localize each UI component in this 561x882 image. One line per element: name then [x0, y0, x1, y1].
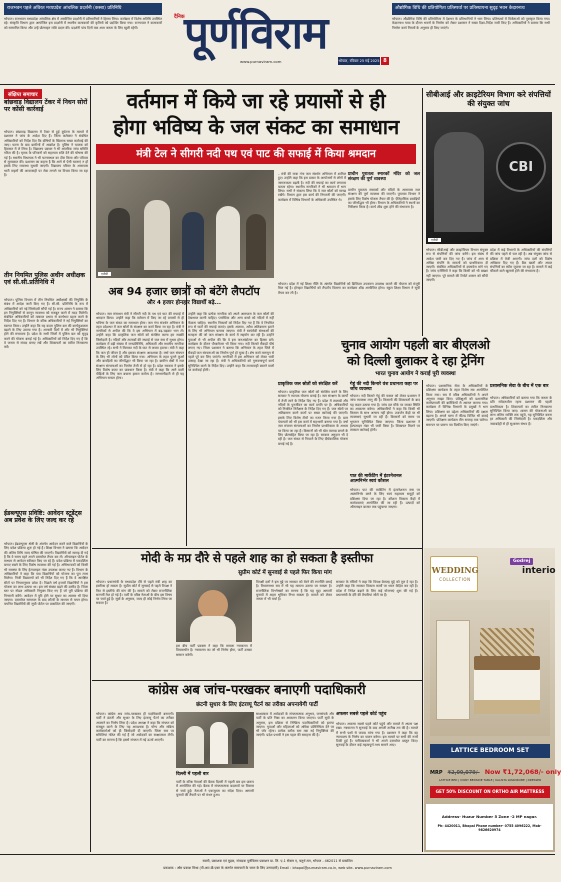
lead-headline-block — [92, 88, 420, 171]
ad-price-row — [430, 762, 561, 776]
lead-body-col-2: उन्होंने कहा कि प्रत्येक नागरिक को अपने आसपास के जल स्रोतों की देखभाल करनी चाहिए। प्लास्टिक और अन्य कचरे को नदियों में नहीं फेंकना चाहिए। स्थानीय निकायों को निर्देश दिए गए हैं कि वे नियमित रूप से घाटों की सफाई कराएं। इसके अलावा, अवैध अतिक्रमण हटाने के लिए भी अभियान चलाया जाएगा। मंत्री ने स्वयंसेवी संस्थाओं की सराहना की जो जल संरक्षण के कार्य में सहयोग कर रही हैं। उन्होंने युवाओं से भी अपील की कि वे इस जनआंदोलन का हिस्सा बनें। कार्यक्रम के दौरान पौधारोपण भी किया गया। नदी किनारे सैकड़ों पौधे लगाए गए। जिला प्रशासन ने बताया कि अभियान के तहत जिले में सैकड़ों जल संरचनाओं का निर्माण पूर्ण हो चुका है। शेष कार्य मानसून से पहले पूरे कर लिए जाएंगे। नागरिकों में इस अभियान को लेकर भारी उत्साह देखा जा रहा है। मंत्री ने अधिकारियों को गुणवत्तापूर्ण कार्य सुनिश्चित करने के निर्देश दिए। उन्होंने कहा कि लापरवाही बरतने वालों पर कार्रवाई होगी। — [188, 312, 274, 372]
congress-body-3: साक्षात्कार में आवेदकों के संगठनात्मक अनुभव, जनसंपर्क और पार्टी के प्रति निष्ठा का आकलन किया जाएगा। पार्टी सूत्रों के अनुसार, इस प्रक्रिया से निष्क्रिय पदाधिकारियों को हटाया जाएगा। युवाओं और महिलाओं को अधिक प्रतिनिधित्व देने पर भी जोर रहेगा। प्रत्येक ब्लॉक स्तर तक नई नियुक्तियां की जाएंगी। प्रदेश प्रभारी ने इस पहल की सराहना की है। — [256, 712, 334, 738]
mid-col-2: प्राचीन पुरातत्व स्मारकों और मंदिरों के आसपास जल संरक्षण की पूर्ण व्यवस्था की जाएगी। पुरातत्व विभाग ने इसके लिए विशेष योजना तैयार की है। ऐतिहासिक बावड़ियों का जीर्णोद्धार भी होगा। विभाग के अधिकारियों ने स्थलों का निरीक्षण किया है। कार्य शीघ्र शुरू होने की संभावना है। — [348, 188, 420, 210]
mid-col-3: भोपाल। प्राकृतिक जल स्रोतों को संरक्षित करने के लिए सरकार ने व्यापक योजना बनाई है। जल संरक्षण के कार्यों में तेजी लाने के निर्देश दिए गए हैं। प्रदेश में तालाबों और नदियों के पुनर्जीवन का कार्य प्रगति पर है। अधिकारियों को नियमित निरीक्षण के निर्देश दिए गए हैं। जल स्रोतों पर अतिक्रमण करने वालों पर सख्त कार्रवाई की जाएगी। इसके लिए विशेष टीमों का गठन किया गया है। ग्राम पंचायतों को भी इस कार्य में सहभागी बनाया गया है। वर्षा जल संचयन संरचनाओं का निर्माण प्राथमिकता के आधार पर किया जा रहा है। किसानों को भी खेत तालाब बनाने के लिए प्रोत्साहित किया जा रहा है। सरकार अनुदान भी दे रही है। जल संकट से निपटने के लिए दीर्घकालिक योजना बनाई गई है। — [278, 390, 349, 446]
godrej-logo: Godrej — [510, 558, 533, 565]
laptop-headline: अब 94 हजार छात्रों को बंटेंगे लैपटॉप — [108, 285, 260, 298]
congress-story — [92, 680, 422, 852]
sidebar-headline-2: तीन नियमित पुलिस अधीन अधीक्षक एवं सी.सी.प्रतिनिधि में — [4, 272, 86, 287]
left-teaser-body: भोपाल। राजभवन मध्यप्रदेश आंचलिक क्षेत्र में आयोजित प्रदर्शनी में प्रतिभागियों ने हिस्सा लिया। कार्यक्रम में विशेष अतिथि उपस्थित रहे। संस्कृति विभाग द्वारा आयोजित इस प्रदर्शनी में स्थानीय कलाकारों की कृतियों को प्रदर्शित किया गया। राज्यपाल ने कलाकारों को सम्मानित किया और उन्हें प्रोत्साहन राशि प्रदान की। प्रदर्शनी पांच दिनों तक आम जनता के लिए खुली रहेगी। — [4, 17, 163, 30]
left-teaser: राजभवन पहले अविरत मध्यप्रदेश आंचलिक प्रदर्शनी (कस्बा) प्रतिनिधि — [4, 3, 162, 15]
lead-photo-caption: एजेंसी — [98, 272, 111, 276]
congress-headline: कांग्रेस अब जांच-परखकर बनाएगी पदाधिकारी — [148, 683, 366, 698]
congress-heading-g: दिल्ली में पहली बार — [176, 772, 209, 777]
sidebar-headline-1: बांछवाड़ विद्यालय टेंकर में निधन सोरों पर कोंसी कार्रवाई — [4, 99, 88, 114]
mid-col-1: – मंत्री की यात्रा गंगा जल संवर्धन अभियान में शामिल हुए। उन्होंने कहा कि इस प्रकार के आयोजनों से लोगों में जागरूकता बढ़ती है। नदी की सफाई का कार्य लगातार चलता रहेगा। स्थानीय नागरिकों ने भी श्रमदान में भाग लिया। सभी ने संकल्प लिया कि वे जल स्रोतों को स्वच्छ रखेंगे। विभाग द्वारा इस कार्य की निगरानी की जाएगी। कार्यक्रम में विभिन्न विभागों के अधिकारी उपस्थित थे। — [278, 172, 346, 202]
masthead — [0, 0, 555, 86]
right-teaser: औद्योगिक विधि की प्रतियोगिता प्रतिस्पर्धा पर प्रतिस्थापना सुदृढ़ भवन केदारनाथ — [392, 3, 550, 15]
lead-photo — [96, 170, 274, 278]
masthead-title: पूर्णविराम — [184, 8, 328, 59]
modi-body-2: इस बीच पार्टी प्रवक्ता ने कहा कि मामला न्यायालय में विचाराधीन है। न्यायालय का जो भी निर्णय होगा, पार्टी उसका सम्मान करेगी। — [176, 644, 252, 657]
laptop-sub: और 4 हजार होनहार विद्यार्थी बढ़े... — [146, 300, 221, 306]
cbi-logo-text: CBI — [508, 160, 534, 175]
modi-body-3: विपक्षी दलों ने इस मुद्दे पर सरकार को घेरने की रणनीति बनाई है। विधानसभा सत्र में भी यह मामला उठाया जा सकता है। राजनीतिक विश्लेषकों का मानना है कि यह मुद्दा आगामी चुनावों में अहम भूमिका निभा सकता है। मामले को लेकर जनता में भी चर्चा है। — [256, 580, 332, 602]
ad-features: LATTICE BED | IVORY BEDSIDE TABLE | KALISTA WARDROBE | DRESSER — [438, 778, 542, 782]
ad-address: Address- Huzur Number 5 Zone -2 MP nagar. — [441, 814, 538, 819]
ad-contact — [426, 804, 553, 850]
lead-headline-1: वर्तमान में किये जा रहे प्रयासों से ही — [126, 89, 386, 113]
masthead-url: www.purnaviram.com — [240, 59, 282, 64]
modi-body-1: भोपाल। प्रधानमंत्री के मध्यप्रदेश दौरे से पहले मंत्री शाह का इस्तीफा हो सकता है। सुप्रीम कोर्ट में सुनवाई से पहले विपक्ष ने फिर से इस्तीफे की मांग की है। मामले को लेकर राजनीतिक सरगर्मी तेज हो गई है। पार्टी के वरिष्ठ नेताओं के बीच इस विषय पर चर्चा हुई है। सूत्रों के अनुसार, जल्द ही कोई निर्णय लिया जा सकता है। — [96, 580, 172, 606]
congress-heading-h: अफसर सबसे पहले कोर्ट पहुंच — [336, 712, 387, 717]
mrp-now: Now ₹1,72,068/- only — [484, 768, 561, 776]
collection-text: COLLECTION — [439, 577, 471, 582]
ad-phone: Ph: 4420011, Bhopal Phone number- 0755 4096222, Mob- 9826620974 — [437, 824, 542, 832]
page-number: 8 — [381, 57, 389, 65]
mid-band-filler: भोपाल। प्रदेश में नई शिक्षा नीति के अंतर्गत विद्यार्थियों को डिजिटल उपकरण उपलब्ध कराने की योजना को मंजूरी मिल गई है। होनहार विद्यार्थियों को लैपटॉप वितरण का कार्यक्रम शीघ्र आयोजित होगा। स्कूल शिक्षा विभाग ने सूची तैयार कर ली है। — [278, 282, 420, 295]
left-sidebar — [0, 86, 90, 852]
sidebar-body-1: भोपाल। बांछवाड़ विद्यालय में टेंकर से हुई दुर्घटना के मामले में प्रशासन ने जांच के आदेश दिए हैं। जिला कलेक्टर ने संबंधित अधिकारियों को निर्देश दिए कि दोषियों के खिलाफ सख्त कार्रवाई की जाए। घटना के बाद ग्रामीणों में आक्रोश है। पुलिस ने चालक को हिरासत में ले लिया है। विद्यालय प्रबंधन ने भी आंतरिक जांच समिति गठित की है। मृतक के परिजनों को सहायता राशि देने की घोषणा की गई है। स्थानीय विधायक ने भी घटनास्थल का दौरा किया और परिवार से मुलाकात की। प्रशासन का कहना है कि आगे से ऐसी घटनाएं न हों इसके लिए व्यवस्था सुधारी जाएगी। विद्यालय परिसर के आसपास भारी वाहनों की आवाजाही पर रोक लगाने पर विचार किया जा रहा है। — [4, 130, 88, 177]
footer-line-1: स्वामी, प्रकाशक एवं मुद्रक, संपादक पूर्णविराम प्रकाशन प्रा. लि. ए-1 सेक्टर ए, चतुर्थ तल, भोपाल - 462011 से प्रकाशित — [202, 859, 353, 863]
sidebar-body-3: भोपाल। ईडब्ल्यूएस श्रेणी के अंतर्गत आवेदन करने वाले विद्यार्थियों के लिए प्रवेश प्रक्रिया शुरू हो गई है। शिक्षा विभाग ने बताया कि आवेदन की अंतिम तिथि जल्द घोषित की जाएगी। विद्यार्थियों को सलाह दी गई है कि वे समय रहते अपने दस्तावेज तैयार कर लें। ऑनलाइन पोर्टल के माध्यम से आवेदन स्वीकार किए जा रहे हैं। प्रवेश प्रक्रिया में पारदर्शिता बनाए रखने के लिए विशेष व्यवस्था की गई है। अभिभावकों को किसी भी समस्या के लिए हेल्पलाइन नंबर उपलब्ध कराए गए हैं। विभाग के अधिकारियों ने कहा कि पात्र विद्यार्थियों को योजना का पूरा लाभ मिलेगा। निजी विद्यालयों को भी निर्देश दिए गए हैं कि वे आरक्षित सीटों पर नियमानुसार प्रवेश दें। पिछले वर्ष हजारों विद्यार्थियों ने इस योजना का लाभ उठाया था। इस वर्ष संख्या बढ़ने की उम्मीद है। जिला स्तर पर नोडल अधिकारी नियुक्त किए गए हैं जो पूरी प्रक्रिया की निगरानी करेंगे। आवेदन में त्रुटि होने पर सुधार का अवसर भी दिया जाएगा। दस्तावेज सत्यापन के बाद लॉटरी के माध्यम से चयन होगा। चयनित विद्यार्थियों की सूची पोर्टल पर प्रकाशित की जाएगी। — [4, 542, 88, 607]
modi-sub: सुप्रीम कोर्ट में सुनवाई से पहले फिर किया मांग — [238, 570, 332, 576]
sidebar-divider — [90, 86, 91, 852]
mid-col-4: भोपाल। नदी किनारे गेहूं की फसल को लेकर प्रशासन ने जांच व्यवस्था लागू की है। किसानों की शिकायतों के बाद यह कदम उठाया गया है। जांच दल मौके पर जाकर स्थिति का आकलन करेगा। अधिकारियों ने कहा कि किसी भी किसान के साथ अन्याय नहीं होगा। उपार्जन केंद्रों पर भी व्यवस्थाएं सुधारी जा रही हैं। किसानों को समय पर भुगतान सुनिश्चित किया जाएगा। जिला प्रशासन ने हेल्पलाइन नंबर भी जारी किया है। शिकायत मिलने पर तत्काल कार्रवाई होगी। — [350, 394, 420, 433]
election-right-body-2: भोपाल। अधिकारियों को बताया गया कि जनता के प्रति संवेदनशील रहना प्रशासन की पहली प्राथमिकता है। शिकायतों का त्वरित निराकरण सुनिश्चित किया जाए। शासन की योजनाओं का लाभ अंतिम व्यक्ति तक पहुंचे, यह सुनिश्चित करना हर अधिकारी की जिम्मेदारी है। पारदर्शिता और जवाबदेही से ही सुशासन संभव है। — [490, 396, 552, 426]
bedroom-image — [430, 600, 550, 736]
cbi-caption: एजेंसी — [428, 238, 441, 242]
congress-body-2: पार्टी के वरिष्ठ नेताओं की बैठक दिल्ली में पहली बार इस प्रारूप में आयोजित की गई। बैठक में संगठनात्मक बदलावों पर विस्तार से चर्चा हुई। नेताओं ने एकजुटता का संदेश दिया। आगामी चुनावों की तैयारी पर भी मंथन हुआ। — [176, 780, 254, 797]
election-headline: चुनाव आयोग पहली बार बीएलओ — [341, 337, 490, 352]
modi-photo — [176, 580, 252, 642]
lead-subhead: मंत्री टेल ने सीगरी नदी पथ एवं पाट की सफाई में किया श्रमदान — [96, 144, 416, 164]
cbi-photo — [426, 112, 552, 244]
cbi-body-2: प्रदेश में कई विभागों के अधिकारियों की संपत्तियों की जांच पहले से चल रही है। अब संयुक्त जांच से प्रक्रिया में तेजी आएगी। जांच दलों को विशेष अधिकार दिए गए हैं। बैंक खातों और अचल संपत्तियों का ब्यौरा जुटाया जा रहा है। मामले में कई चौंकाने वाले खुलासे होने की संभावना है। — [490, 248, 552, 274]
election-right-body-1: भोपाल। प्रशासनिक सेवा के अधिकारियों के प्रशिक्षण कार्यक्रम के तहत विशेष सत्र आयोजित किया गया। सत्र में वरिष्ठ अधिकारियों ने अपने अनुभव साझा किए। प्रशिक्षुओं को प्रशासनिक कार्यप्रणाली की बारीकियों से अवगत कराया गया। कार्यक्रम में विभिन्न विभागों के प्रमुखों ने भाग लिया। प्रशिक्षण का उद्देश्य अधिकारियों की दक्षता बढ़ाना है। अगले चरण में फील्ड विजिट भी कराई जाएगी। प्रशिक्षण कार्यक्रम तीन सप्ताह तक चलेगा। समापन पर प्रमाण पत्र वितरित किए जाएंगे। — [426, 384, 488, 427]
cbi-body-1: भोपाल। सीबीआई और क्राइटेरियम विभाग संयुक्त रूप से संपत्तियों की जांच करेंगे। इस संबंध में आदेश जारी कर दिए गए हैं। जांच में आय से अधिक संपत्ति के मामलों को प्राथमिकता दी जाएगी। संबंधित अधिकारियों से दस्तावेज मांगे गए हैं। जांच एजेंसियों ने कहा कि किसी को भी बख्शा नहीं जाएगा। पूरे मामले की रिपोर्ट शासन को सौंपी जाएगी। — [426, 248, 488, 283]
congress-body-1: भोपाल। कांग्रेस अब जांच-परखकर ही पदाधिकारी बनाएगी। पार्टी ने छंटनी और सुधार के लिए इंटरव्यू पैटर्न का तरीका अपनाने का निर्णय लिया है। प्रदेश अध्यक्ष ने कहा कि संगठन को मजबूत करने के लिए यह आवश्यक है। योग्य और सक्रिय कार्यकर्ताओं को ही जिम्मेदारी दी जाएगी। जिला स्तर पर समितियां गठित की गई हैं जो आवेदकों का साक्षात्कार लेंगी। पार्टी का मानना है कि इससे संगठन में नई ऊर्जा आएगी। — [96, 712, 174, 742]
edition-line: भोपाल, रविवार 25 मई 2025 — [338, 59, 380, 63]
left-col-heading: प्राकृतिक जल स्रोतों को संरक्षित करें — [278, 382, 338, 387]
mid-col-5: भोपाल। पाट की मार्केटिंग में इंटरनेशनल स्तर पर आत्मनिर्भर बनने के लिए स्वयं सहायता समूहों को प्रशिक्षण दिया जा रहा है। कौशल विकास केंद्रों में कार्यशालाएं आयोजित की जा रही हैं। उत्पादों को ऑनलाइन बाजार तक पहुंचाया जाएगा। — [350, 488, 420, 510]
mrp-old: ₹2,00,079/- — [447, 770, 480, 776]
right-heading-f: प्रशासनिक सेवा के बीच में एक बार — [490, 384, 549, 389]
mid-heading-a: प्राचीन पुरातत्व स्मारकों मंदिर को जल संरक्षण की पूर्ण व्यवस्था — [348, 172, 420, 182]
footer — [0, 854, 555, 882]
wedding-badge — [430, 556, 478, 592]
wedding-text: WEDDING — [431, 565, 479, 575]
mrp-label: MRP — [430, 770, 443, 776]
cbi-block — [422, 88, 555, 358]
sidebar-headline-3: ईडब्ल्यूएस प्रविष्टि: आवेदन स्टूडेंट्स अब प्रवेश के लिए जल्द कर रहे — [4, 510, 82, 525]
election-sub: भारत चुनाव आयोग ने कराई पूरी व्यवस्था — [375, 371, 456, 377]
election-headline-2: को दिल्ली बुलाकर दे रहा ट्रेनिंग — [347, 353, 484, 368]
mid-heading-b: गेहूं की नदी किनारे वंश प्रधानता कहा पर जांच व्यवस्था — [350, 382, 418, 393]
congress-photo — [176, 712, 254, 768]
brand-small: दैनिक — [174, 14, 185, 20]
modi-headline: मोदी के मप्र दौरे से पहले शाह का हो सकता है इस्तीफा — [141, 551, 373, 565]
right-teaser-body: भोपाल। औद्योगिक विधि की प्रतियोगिता में देशभर के प्रतिभागियों ने भाग लिया। प्रतिस्पर्धा में विजेताओं को पुरस्कृत किया गया। केदारनाथ यात्रा के दौरान भवनों के निर्माण को लेकर प्रशासन ने सख्त दिशा-निर्देश जारी किए हैं। अधिकारियों ने बताया कि सभी निर्माण कार्य नियमों के अनुसार ही किए जाएंगे। — [392, 17, 550, 30]
cbi-headline: सीबीआई और क्राइटेरियम विभाग करे संपत्तियों की संयुक्त जांच — [426, 90, 551, 108]
election-right-col — [422, 380, 555, 548]
modi-body-4: सरकार के मंत्रियों ने कहा कि विपक्ष बेवजह मुद्दे को तूल दे रहा है। उन्होंने कहा कि सरकार विकास कार्यों पर ध्यान केंद्रित कर रही है। प्रदेश में निवेश बढ़ाने के लिए कई योजनाएं शुरू की गई हैं। प्रधानमंत्री के दौरे की तैयारियां जोरों पर हैं। — [336, 580, 418, 597]
interio-brand: interio — [522, 566, 556, 576]
footer-line-2: प्रकाशक : ओम प्रकाश मिश्रा (पी.आर.बी.एक्ट के अंतर्गत समाचारों के चयन के लिए उत्तरदायी) Email : bhopal@purnaviram.co.in, web site- www.purnaviram.com — [163, 866, 392, 870]
congress-body-4: भोपाल। अफसर सबसे पहले कोर्ट पहुंचे और मामले में अपना पक्ष रखा। न्यायालय ने सुनवाई के बाद अगली तारीख तय की है। मामले में सभी पक्षों से जवाब मांगा गया है। प्रशासन ने कहा कि वह न्यायालय के निर्णय का पालन करेगा। इस मामले पर सभी की नजरें टिकी हुई हैं। याचिकाकर्ता ने भी अपने दस्तावेज प्रस्तुत किए। सुनवाई के दौरान कई महत्वपूर्ण तथ्य सामने आए। — [336, 722, 418, 748]
sidebar-tag: संक्षिप्त समाचार — [4, 89, 42, 99]
lead-body-col-1: भोपाल। जल संसाधन मंत्री ने सीगरी नदी के पथ एवं घाट की सफाई में श्रमदान किया। उन्होंने कहा कि वर्तमान में किए जा रहे प्रयासों से ही भविष्य के जल संकट का समाधान होगा। जल गंगा संवर्धन अभियान के तहत प्रदेशभर में जल स्रोतों के संरक्षण का कार्य किया जा रहा है। मंत्री ने नागरिकों से अपील की कि वे इस अभियान में बढ़-चढ़कर भाग लें। उन्होंने कहा कि प्राकृतिक जल स्रोतों को संरक्षित करना हम सबकी जिम्मेदारी है। नदियों और तालाबों की सफाई से जल स्तर में सुधार होगा। कार्यक्रम में बड़ी संख्या में जनप्रतिनिधि, अधिकारी और स्थानीय नागरिक उपस्थित रहे। सभी ने मिलकर नदी के घाट से कचरा हटाया। मंत्री ने कहा कि जल ही जीवन है और इसका संरक्षण आवश्यक है। वर्षा जल संचयन के लिए भी लोगों को प्रेरित किया गया। अभियान के तहत पुराने कुओं और बावड़ियों का जीर्णोद्धार भी किया जा रहा है। ग्रामीण क्षेत्रों में जल संरक्षण संरचनाओं का निर्माण तेजी से हो रहा है। प्रदेश सरकार ने इसके लिए विशेष बजट का प्रावधान किया है। मंत्री ने कहा कि आने वाली पीढ़ियों के लिए जल बचाना हमारा कर्तव्य है। जनभागीदारी से ही यह अभियान सफल होगा। — [96, 312, 184, 381]
ad-offer[interactable]: GET 50% DISCOUNT ON ORTHO AIR MATTRESS — [430, 786, 550, 798]
lattice-headboard — [480, 628, 534, 656]
congress-sub: छंटनी सुधार के लिए इंटरव्यू पैटर्न का तरीका अपनायेगी पार्टी — [196, 702, 318, 708]
interio-ad[interactable] — [422, 548, 561, 852]
modi-story — [92, 548, 422, 680]
mid-heading-c: पात की मार्केटिंग में इंटरनेशनल आत्मनिर्भर स्वयं कौशल — [350, 474, 402, 485]
ad-product: LATTICE BEDROOM SET — [430, 744, 550, 758]
lead-headline-2: होगा भविष्य के जल संकट का समाधान — [113, 115, 399, 139]
sidebar-body-2: भोपाल। पुलिस विभाग में तीन नियमित अधीक्षकों की नियुक्ति के संबंध में आदेश जारी किए गए हैं। सी.सी. प्रतिनिधि के रूप में अधिकारियों को नई जिम्मेदारी सौंपी गई है। राज्य शासन ने बताया कि इन नियुक्तियों से कानून व्यवस्था को मजबूत करने में मदद मिलेगी। संबंधित अधिकारियों को तत्काल प्रभाव से कार्यभार ग्रहण करने के निर्देश दिए गए हैं। विभाग के वरिष्ठ अधिकारियों ने नई नियुक्तियों का स्वागत किया। उन्होंने कहा कि यह कदम पुलिस बल की कार्यकुशलता बढ़ाने के लिए उठाया गया है। आगामी दिनों में और भी नियुक्तियां होने की संभावना है। प्रदेश के सभी जिलों में पुलिस बल को सुदृढ़ करने की योजना बनाई गई है। अधिकारियों को निर्देश दिए गए हैं कि वे जनता से संवाद बनाए रखें और शिकायतों का त्वरित निराकरण करें। — [4, 298, 88, 350]
